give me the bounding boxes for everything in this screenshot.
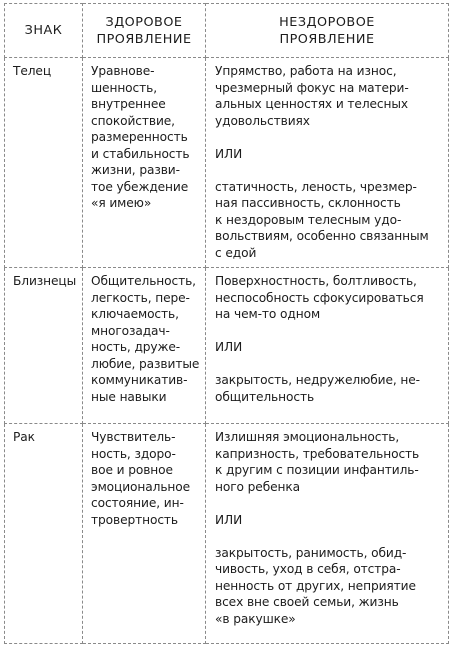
unhealthy-text-line: Поверхностность, болтливость, bbox=[215, 274, 417, 288]
or-separator: ИЛИ bbox=[215, 146, 243, 161]
sign-name: Близнецы bbox=[13, 274, 77, 288]
table-row-gemini bbox=[5, 268, 449, 424]
unhealthy-cell bbox=[206, 424, 449, 644]
healthy-text-line: размеренность bbox=[91, 130, 188, 144]
unhealthy-cell bbox=[206, 58, 449, 268]
header-healthy-line-2: ПРОЯВЛЕНИЕ bbox=[96, 31, 192, 47]
paragraph-gap bbox=[215, 528, 444, 545]
unhealthy-text-line: капризность, требовательность bbox=[215, 446, 420, 461]
healthy-text-line: коммуникатив- bbox=[91, 373, 188, 387]
table-row-taurus bbox=[5, 58, 449, 268]
sign-cell bbox=[5, 424, 83, 644]
unhealthy-text-line: вольствиям, особенно связанным bbox=[215, 229, 429, 243]
header-sign bbox=[5, 4, 83, 58]
unhealthy-text-line: альных ценностях и телесных bbox=[215, 97, 409, 111]
unhealthy-text-line: ненность от других, неприятие bbox=[215, 578, 416, 593]
sign-name: Телец bbox=[13, 64, 52, 78]
paragraph-gap bbox=[215, 323, 444, 340]
healthy-text-line: и стабильность bbox=[91, 146, 190, 161]
sign-name: Рак bbox=[13, 430, 35, 444]
unhealthy-text-line: Упрямство, работа на износ, bbox=[215, 64, 397, 78]
unhealthy-text-line: чрезмерный фокус на матери- bbox=[215, 80, 409, 95]
healthy-text-line: ность, друже- bbox=[91, 340, 181, 354]
unhealthy-text-line: неспособность сфокусироваться bbox=[215, 290, 424, 305]
header-sign-label: ЗНАК bbox=[24, 23, 63, 38]
healthy-text-line: Чувствитель- bbox=[91, 430, 176, 444]
healthy-text-line: шенность, bbox=[91, 80, 158, 95]
paragraph-gap bbox=[215, 495, 444, 512]
unhealthy-text-line: закрытость, недружелюбие, не- bbox=[215, 373, 420, 387]
header-healthy-line-1: ЗДОРОВОЕ bbox=[105, 14, 183, 30]
healthy-text-line: ключаемость, bbox=[91, 307, 179, 321]
header-healthy bbox=[83, 4, 206, 58]
healthy-text-line: «я имею» bbox=[91, 196, 152, 210]
healthy-text-line: тое убеждение bbox=[91, 179, 189, 194]
unhealthy-text-line: с едой bbox=[215, 245, 257, 260]
unhealthy-text-line: общительность bbox=[215, 389, 315, 404]
healthy-text-line: Общительность, bbox=[91, 274, 196, 288]
unhealthy-text-line: к другим с позиции инфантиль- bbox=[215, 463, 419, 477]
healthy-text-line: вое и ровное bbox=[91, 463, 173, 477]
healthy-text-line: ность, здоро- bbox=[91, 446, 176, 461]
or-separator: ИЛИ bbox=[215, 340, 243, 354]
healthy-text-line: состояние, ин- bbox=[91, 496, 184, 510]
healthy-text-line: любие, развитые bbox=[91, 356, 200, 371]
sign-cell bbox=[5, 58, 83, 268]
healthy-text-line: жизни, разви- bbox=[91, 163, 180, 177]
table-row-cancer bbox=[5, 424, 449, 644]
healthy-text-line: многозадач- bbox=[91, 323, 170, 338]
unhealthy-text-line: статичность, леность, чрезмер- bbox=[215, 179, 417, 194]
healthy-text-line: легкость, пере- bbox=[91, 290, 190, 305]
unhealthy-cell bbox=[206, 268, 449, 424]
paragraph-gap bbox=[215, 129, 444, 146]
table-header bbox=[5, 4, 449, 58]
healthy-text-line: тровертность bbox=[91, 512, 179, 527]
healthy-cell bbox=[83, 58, 206, 268]
or-separator: ИЛИ bbox=[215, 512, 243, 527]
healthy-text-line: эмоциональное bbox=[91, 479, 191, 494]
unhealthy-text-line: к нездоровым телесным удо- bbox=[215, 212, 402, 227]
paragraph-gap bbox=[215, 356, 444, 373]
unhealthy-text-line: чивость, уход в себя, отстра- bbox=[215, 562, 401, 576]
unhealthy-text-line: на чем-то одном bbox=[215, 307, 321, 321]
zodiac-table bbox=[4, 3, 449, 644]
healthy-text-line: ные навыки bbox=[91, 389, 167, 404]
unhealthy-text-line: Излишняя эмоциональность, bbox=[215, 430, 400, 444]
sign-cell bbox=[5, 268, 83, 424]
healthy-text-line: спокойствие, bbox=[91, 113, 175, 128]
healthy-cell bbox=[83, 268, 206, 424]
unhealthy-text-line: «в ракушке» bbox=[215, 611, 296, 626]
unhealthy-text-line: ного ребенка bbox=[215, 479, 301, 494]
unhealthy-text-line: закрытость, ранимость, обид- bbox=[215, 545, 407, 560]
unhealthy-text-line: удовольствиях bbox=[215, 113, 310, 128]
unhealthy-text-line: всех вне своей семьи, жизнь bbox=[215, 595, 399, 609]
paragraph-gap bbox=[215, 162, 444, 179]
healthy-text-line: внутреннее bbox=[91, 97, 166, 111]
healthy-text-line: Уравнове- bbox=[91, 64, 155, 78]
header-unhealthy-line-1: НЕЗДОРОВОЕ bbox=[279, 14, 375, 30]
header-unhealthy bbox=[206, 4, 449, 58]
header-unhealthy-line-2: ПРОЯВЛЕНИЕ bbox=[279, 31, 375, 47]
unhealthy-text-line: ная пассивность, склонность bbox=[215, 196, 401, 210]
healthy-cell bbox=[83, 424, 206, 644]
